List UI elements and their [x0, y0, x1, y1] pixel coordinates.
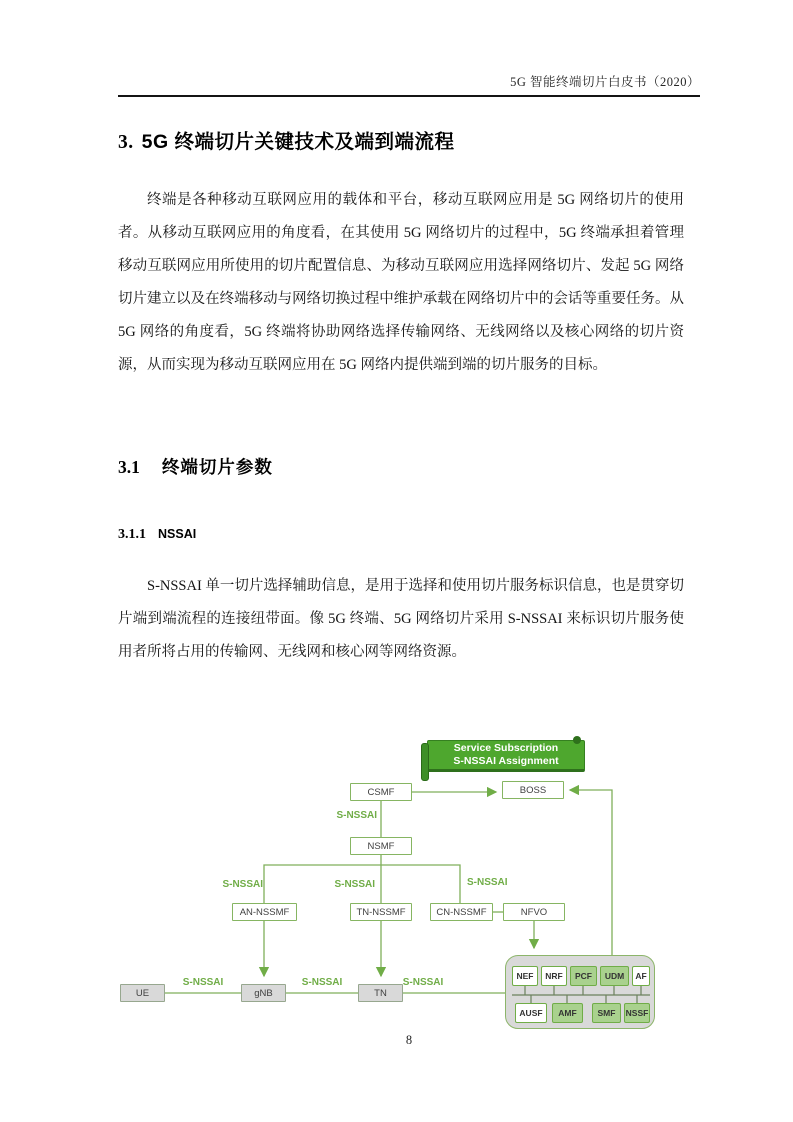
- node-gnb: gNB: [241, 984, 286, 1002]
- nf-nef: NEF: [512, 966, 538, 986]
- banner-line2: S-NSSAI Assignment: [453, 755, 559, 767]
- nf-smf: SMF: [592, 1003, 621, 1023]
- node-boss: BOSS: [502, 781, 564, 799]
- paragraph-intro: 终端是各种移动互联网应用的载体和平台，移动互联网应用是 5G 网络切片的使用者。从移动互联网应用的角度看，在其使用 5G 网络切片的过程中，5G 终端承担着管理移动互联网应用所使用的切片配置信息、为移动互联网应用选择网络切片、发起 5G 网络切片建立以及在终端移动与网络切换过程中维护承载在网络切片中的会话等重要任务。从 5G 网络的角度看，5G 终端将协助网络选择传输网络、无线网络以及核心网络的切片资源，从而实现为移动互联网应用在 5G 网络内提供端到端的切片服务的目标。: [118, 192, 684, 373]
- nf-nssf: NSSF: [624, 1003, 650, 1023]
- section-number: 3.: [118, 132, 134, 153]
- s-nssai-assignment-diagram: [105, 728, 685, 1038]
- nf-pcf: PCF: [570, 966, 597, 986]
- edge-label-s-nssai: S-NSSAI: [336, 810, 377, 821]
- node-tn-nssmf: TN-NSSMF: [350, 903, 412, 921]
- core-network-box: [505, 955, 655, 1029]
- banner-scroll-roll: [421, 743, 429, 781]
- section-title: 5G 终端切片关键技术及端到端流程: [141, 131, 455, 153]
- section-heading-3-1-1: [118, 527, 196, 543]
- paragraph-nssai: S-NSSAI 单一切片选择辅助信息，是用于选择和使用切片服务标识信息，也是贯穿切片端到端流程的连接纽带面。像 5G 终端、5G 网络切片采用 S-NSSAI 来标识切片服务使用者所将占用的传输网、无线网和核心网等网络资源。: [118, 578, 684, 660]
- node-ue: UE: [120, 984, 165, 1002]
- edge-label-s-nssai: S-NSSAI: [467, 877, 508, 888]
- nf-udm: UDM: [600, 966, 629, 986]
- banner-scroll-knob: [573, 736, 581, 744]
- nf-amf: AMF: [552, 1003, 583, 1023]
- node-csmf: CSMF: [350, 783, 412, 801]
- edge-label-s-nssai: S-NSSAI: [182, 977, 224, 988]
- section-heading-3-1: [118, 454, 273, 479]
- section-number: 3.1: [118, 457, 140, 477]
- edge-label-s-nssai: S-NSSAI: [301, 977, 343, 988]
- node-cn-nssmf: CN-NSSMF: [430, 903, 493, 921]
- service-subscription-banner: [427, 740, 585, 772]
- node-nsmf: NSMF: [350, 837, 412, 855]
- page-number: 8: [405, 1033, 413, 1047]
- nf-nrf: NRF: [541, 966, 567, 986]
- header-rule: [118, 95, 700, 97]
- node-nfvo: NFVO: [503, 903, 565, 921]
- page-header-title: 5G 智能终端切片白皮书（2020）: [510, 75, 700, 89]
- node-an-nssmf: AN-NSSMF: [232, 903, 297, 921]
- section-number: 3.1.1: [118, 527, 146, 542]
- section-title: 终端切片参数: [161, 457, 273, 477]
- nf-af: AF: [632, 966, 650, 986]
- section-title: NSSAI: [158, 527, 197, 541]
- section-heading-3: [118, 126, 455, 154]
- nf-ausf: AUSF: [515, 1003, 547, 1023]
- edge-label-s-nssai: S-NSSAI: [222, 879, 263, 890]
- edge-label-s-nssai: S-NSSAI: [334, 879, 375, 890]
- node-tn: TN: [358, 984, 403, 1002]
- edge-label-s-nssai: S-NSSAI: [402, 977, 444, 988]
- banner-line1: Service Subscription: [453, 742, 559, 754]
